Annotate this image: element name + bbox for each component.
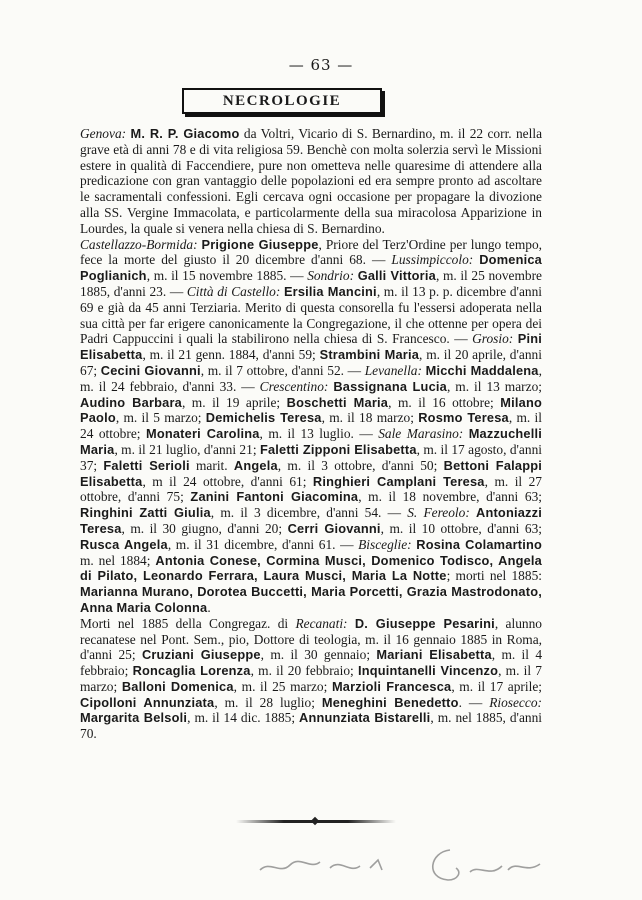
person-name: Milano Paolo — [80, 394, 542, 426]
place-name: Città di Castello: — [186, 283, 284, 299]
text-run: marit. — [189, 457, 234, 473]
place-name: Sale Marasino: — [378, 426, 469, 442]
handwritten-signature — [250, 830, 550, 890]
text-run: , m. il 14 dic. 1885; — [187, 710, 300, 726]
person-name: D. Giuseppe Pesarini — [354, 615, 495, 631]
text-run: , m. il 18 novembre, d'anni 63; — [358, 489, 543, 505]
text-run: , m. il 31 dicembre, d'anni 61. — — [167, 536, 359, 552]
person-name: Marzioli Francesca — [331, 678, 452, 694]
person-name: Cipolloni Annunziata — [80, 694, 215, 710]
text-run: , m. il 27 ottobre, d'anni 75; — [80, 473, 542, 505]
person-name: Mariani Elisabetta — [376, 647, 492, 663]
end-rule-ornament — [236, 820, 396, 823]
text-run: , m. il 21 luglio, d'anni 21; — [114, 441, 260, 457]
text-run: , m. il 24 ottobre; — [80, 410, 543, 442]
person-name: Strambini Maria — [319, 347, 420, 363]
text-run: da Voltri, Vicario di S. Bernardino, m. il 22 corr. nella grave età di anni 78 e di vita religiosa 59. Benchè con molta solerzia servì le Missioni estere in qualità di Faccendiere, pure non ometteva nelle quaresime di attendere alla predicazione con gran vantaggio delle popolazioni ed era sempre pronto ad ascoltare le sacramentali confessioni. Egli cercava ogni occasione per propagare la divozione alla SS. Vergine Immacolata, e particolarmente della sua miracolosa Apparizione in Lourdes, la quale si venera nella chiesa di S. Bernardino. — [80, 126, 543, 236]
place-name: Crescentino: — [259, 378, 334, 394]
paragraph — [80, 616, 542, 742]
person-name: Ersilia Mancini — [283, 283, 377, 299]
text-run: , m. il 13 p. p. dicembre d'anni 69 e già da 45 anni Terziaria. Merito di questa consorella fu l'essersi adoperata nella sua città per far erigere canonicamente la Congregazione, il che ottenne per opera dei Padri Cappuccini i quali la stabilirono nella chiesa di S. Francesco. — — [80, 283, 543, 347]
place-name: Levanella: — [364, 362, 426, 378]
text-run: , m. il 19 aprile; — [181, 394, 287, 410]
person-name: Pini Elisabetta — [80, 331, 542, 363]
person-name: Demichelis Teresa — [205, 410, 322, 426]
person-name: Angela — [233, 457, 278, 473]
person-name: Balloni Domenica — [121, 678, 234, 694]
text-run: , m. il 5 marzo; — [115, 410, 206, 426]
person-name: Ringhieri Camplani Teresa — [312, 473, 485, 489]
person-name: Boschetti Maria — [286, 394, 389, 410]
text-run: , m. nel 1885, d'anni 70. — [80, 710, 543, 742]
person-name: Faletti Zipponi Elisabetta — [259, 441, 417, 457]
person-name: Prigione Giuseppe — [201, 236, 319, 252]
place-name: Sondrio: — [307, 268, 358, 284]
person-name: Margarita Belsoli — [80, 710, 188, 726]
text-run: , m. il 20 aprile, d'anni 67; — [80, 347, 542, 378]
obituary-text — [80, 126, 542, 742]
text-run: , m. il 20 febbraio; — [250, 663, 358, 679]
person-name: Audino Barbara — [80, 394, 182, 410]
person-name: Inquintanelli Vincenzo — [357, 663, 499, 679]
person-name: Bassignana Lucia — [333, 378, 447, 394]
person-name: Cruziani Giuseppe — [141, 647, 261, 663]
text-run: , m. il 15 novembre 1885. — — [146, 268, 308, 284]
text-run: , m. il 17 agosto, d'anni 37; — [80, 441, 542, 473]
place-name: Riosecco: — [489, 694, 542, 710]
text-run: , m. il 17 aprile; — [451, 678, 542, 694]
person-name: Mazzuchelli Maria — [80, 426, 542, 457]
text-run: , m il 24 ottobre, d'anni 61; — [142, 473, 313, 489]
paragraph — [80, 237, 542, 616]
text-run: m. nel 1884; — [80, 552, 156, 568]
text-run: , m. il 24 febbraio, d'anni 33. — — [80, 362, 542, 394]
text-run: , m. il 10 ottobre, d'anni 63; — [380, 520, 542, 536]
place-name: Castellazzo-Bormida: — [80, 236, 202, 252]
person-name: Zanini Fantoni Giacomina — [190, 489, 359, 505]
text-run: , Priore del Terz'Ordine per lungo tempo, fece la morte del giusto il 20 dicembre d'anni 68. — — [80, 236, 542, 268]
section-heading: NECROLOGIE — [182, 88, 382, 114]
place-name: S. Fereolo: — [407, 505, 477, 521]
text-run: , m. il 21 genn. 1884, d'anni 59; — [142, 347, 320, 363]
text-run: , m. il 3 dicembre, d'anni 54. — — [210, 505, 408, 521]
text-run: , m. il 30 giugno, d'anni 20; — [121, 520, 288, 536]
place-name: Lussimpiccolo: — [391, 252, 480, 268]
person-name: Meneghini Benedetto — [321, 694, 459, 710]
place-name: Bisceglie: — [358, 536, 417, 552]
text-run: , m. il 25 novembre 1885, d'anni 23. — — [80, 268, 542, 299]
text-run: , m. il 3 ottobre, d'anni 50; — [277, 457, 444, 473]
person-name: Rusca Angela — [80, 536, 168, 552]
place-name: Genova: — [80, 126, 131, 141]
text-run: . — — [458, 694, 490, 710]
text-run: , alunno recanatese nel Pont. Sem., pio, Dottore di teologia, m. il 16 gennaio 1885 in Roma, d'anni 25; — [80, 615, 542, 663]
text-run: . — [207, 599, 211, 615]
text-run: , m. il 7 marzo; — [80, 663, 542, 694]
person-name: Antoniazzi Teresa — [80, 505, 542, 536]
person-name: Monateri Carolina — [145, 426, 260, 442]
text-run: ; morti nel 1885: — [446, 568, 542, 584]
person-name: M. R. P. Giacomo — [130, 126, 240, 141]
text-run: , m. il 13 marzo; — [446, 378, 542, 394]
person-name: Galli Vittoria — [357, 268, 436, 284]
place-name: Grosio: — [472, 331, 518, 347]
person-name: Rosmo Teresa — [418, 410, 509, 426]
paragraph — [80, 126, 542, 237]
text-run: , m. il 28 luglio; — [214, 694, 322, 710]
text-run: , m. il 7 ottobre, d'anni 52. — — [200, 362, 365, 378]
person-name: Micchi Maddalena — [425, 362, 539, 378]
text-run: Morti nel 1885 della Congregaz. di — [80, 615, 296, 631]
person-name: Domenica Poglianich — [80, 252, 542, 284]
person-name: Cecini Giovanni — [100, 362, 201, 378]
text-run: , m. il 18 marzo; — [321, 410, 419, 426]
person-name: Antonia Conese, Cormina Musci, Domenico Todisco, Angela di Pilato, Leonardo Ferrara, Laura Musci, Maria La Notte — [80, 552, 542, 584]
person-name: Cerri Giovanni — [287, 520, 381, 536]
text-run: , m. il 30 gennaio; — [260, 647, 377, 663]
person-name: Bettoni Falappi Elisabetta — [80, 457, 543, 489]
person-name: Annunziata Bistarelli — [299, 710, 431, 726]
page-number: — 63 — — [288, 56, 354, 74]
text-run: , m. il 25 marzo; — [233, 678, 332, 694]
text-run: , m. il 16 ottobre; — [388, 394, 501, 410]
person-name: Marianna Murano, Dorotea Buccetti, Maria Porcetti, Grazia Mastrodonato, Anna Maria Colonna — [80, 584, 542, 615]
person-name: Rosina Colamartino — [416, 536, 543, 552]
person-name: Ringhini Zatti Giulia — [80, 505, 211, 521]
text-run: , m. il 4 febbraio; — [80, 647, 543, 679]
text-run: , m. il 13 luglio. — — [259, 426, 379, 442]
place-name: Recanati: — [295, 615, 355, 631]
person-name: Roncaglia Lorenza — [132, 663, 251, 679]
person-name: Faletti Serioli — [103, 457, 190, 473]
